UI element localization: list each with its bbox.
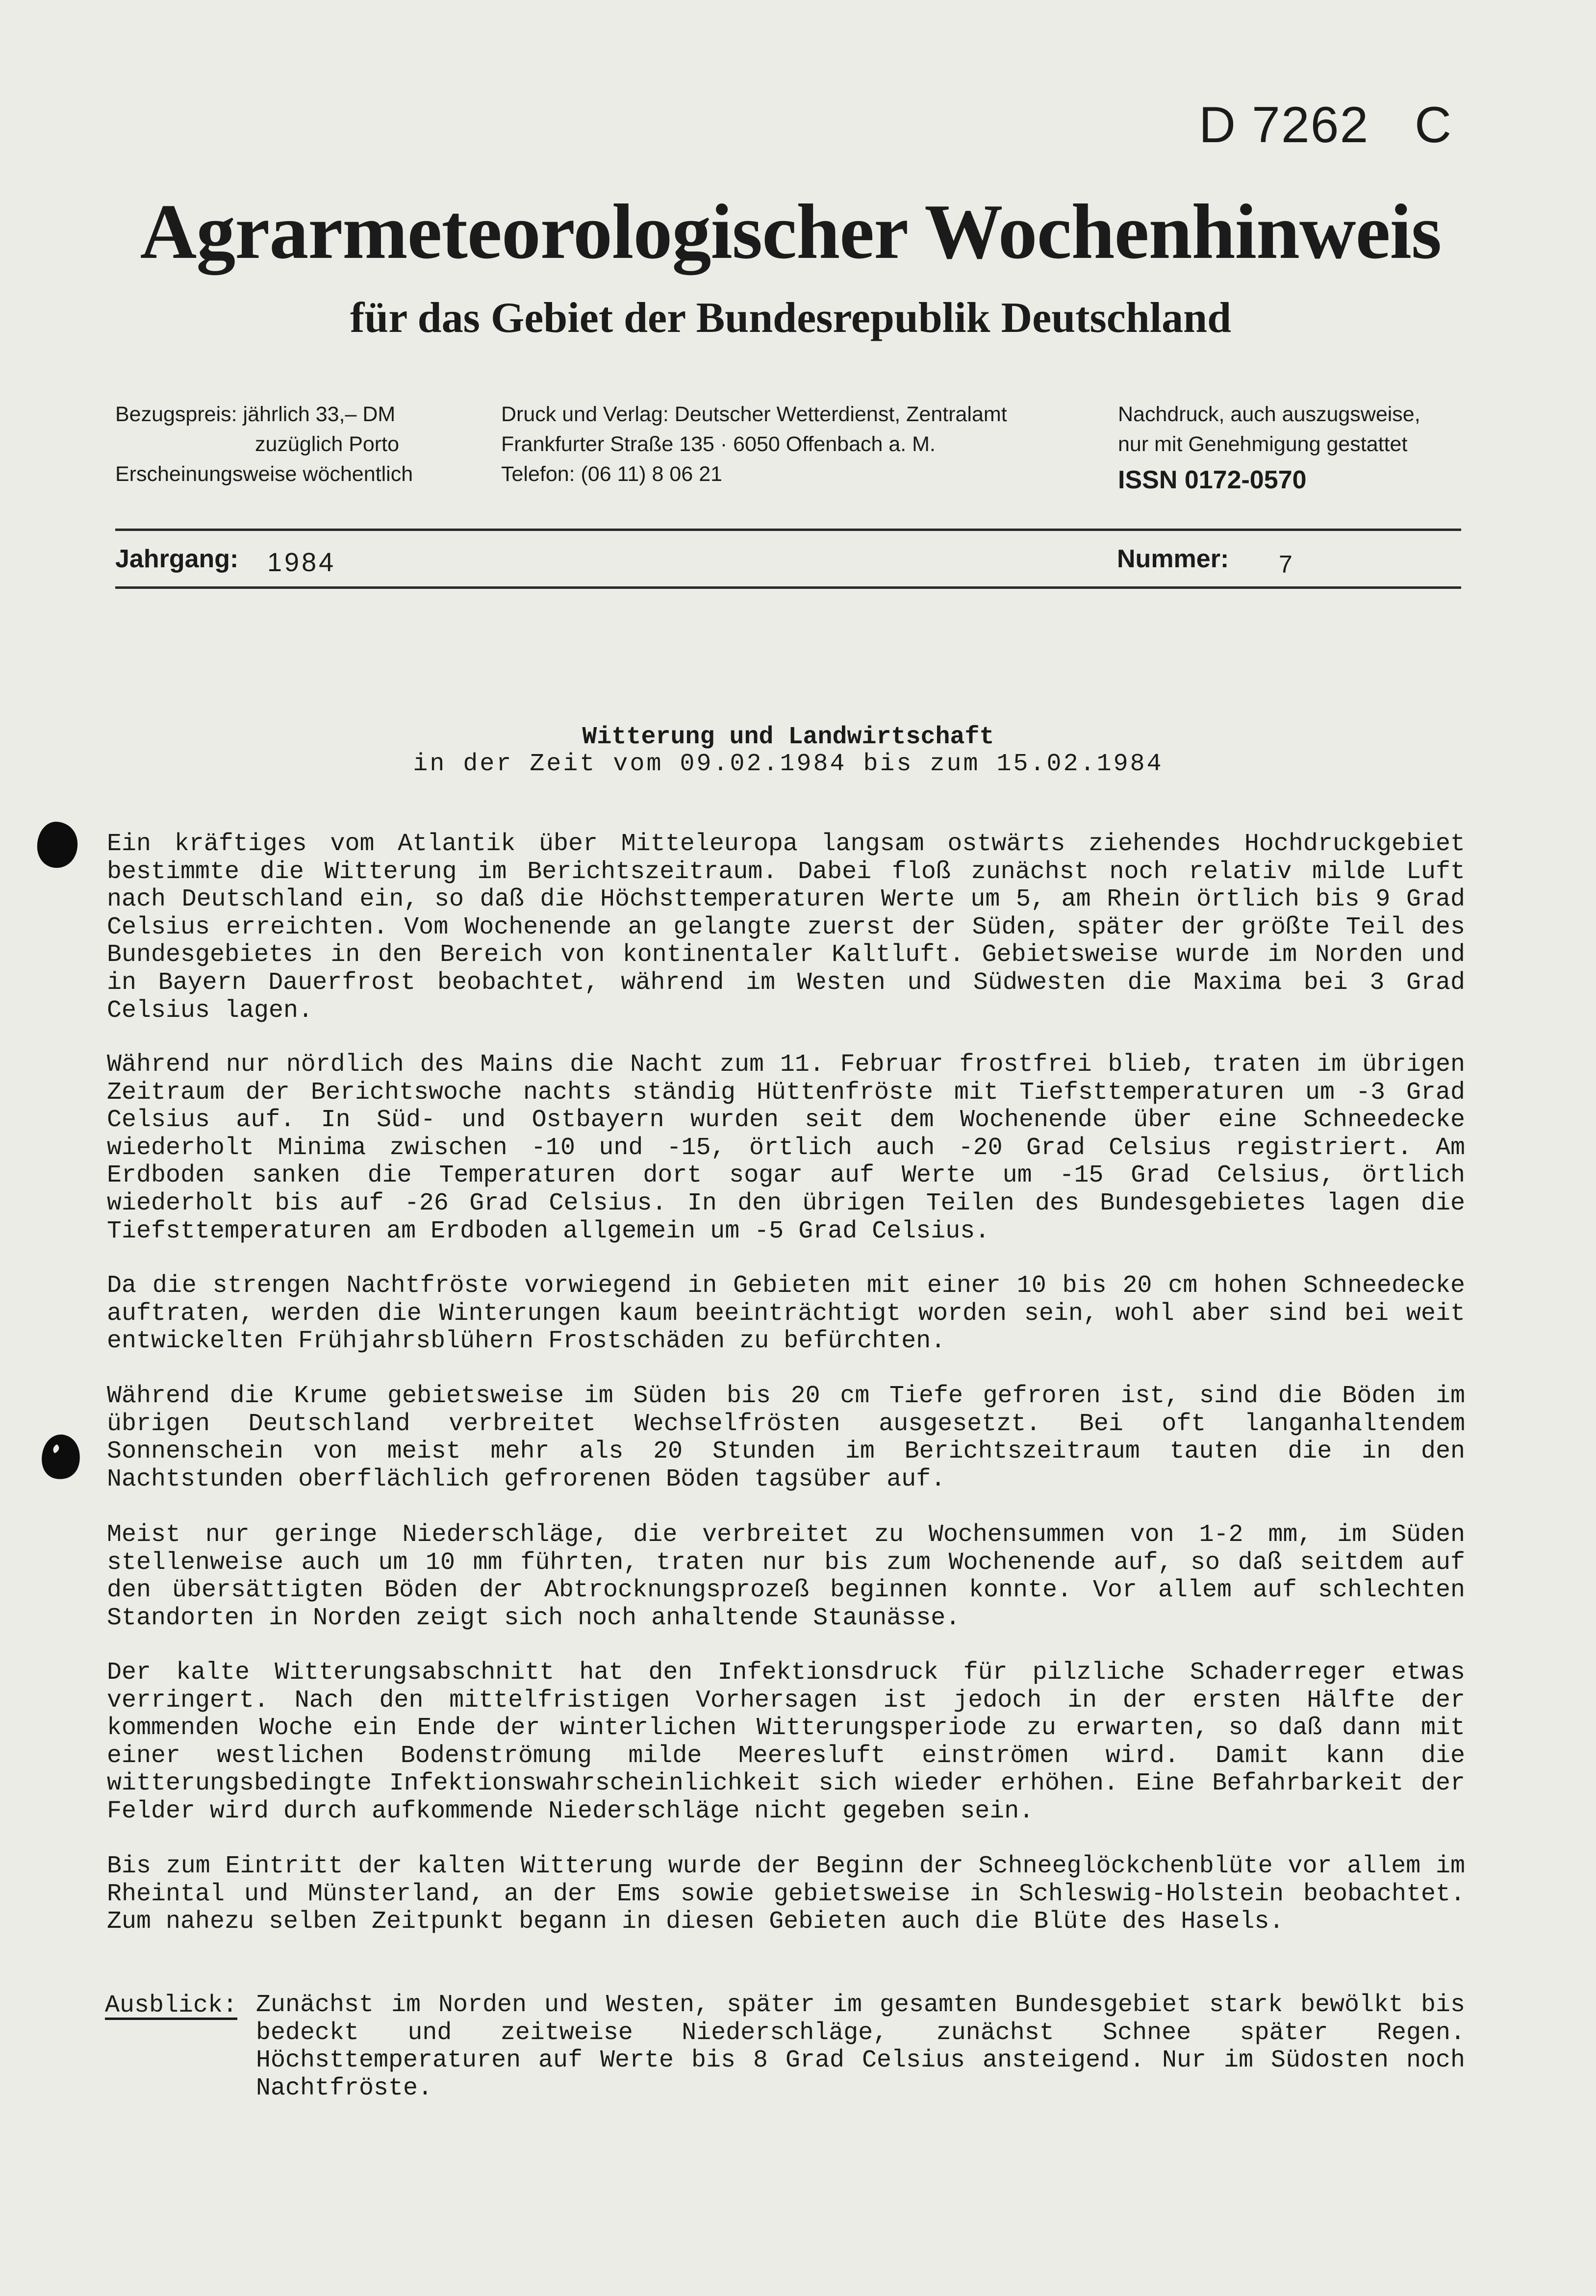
outlook-text: Zunächst im Norden und Westen, später im gesamten Bundesgebiet stark bewölkt bis bedeckt und zeitweise Niederschläge, zunächst Schnee später Regen. Höchsttemperaturen auf Werte bis 8 Grad Celsius ansteigend. Nur im Südosten noch Nachtfröste. [256, 1991, 1465, 2102]
document-code: D 7262 C [1199, 97, 1453, 153]
page-title: Agrarmeteorologischer Wochenhinweis [140, 188, 1442, 275]
punch-hole-mark-top [34, 820, 79, 871]
subscription-info [115, 400, 413, 489]
divider-bottom [115, 586, 1461, 589]
report-heading: Witterung und Landwirtschaft [582, 723, 994, 751]
punch-hole-mark-bottom [37, 1432, 83, 1483]
paragraph: Während die Krume gebietsweise im Süden bis 20 cm Tiefe gefroren ist, sind die Böden im übrigen Deutschland verbreitet Wechselfrösten ausgesetzt. Bei oft langanhaltendem Sonnenschein von meist mehr als 20 Stunden im Berichtszeitraum tauten die in den Nachtstunden oberflächlich gefrorenen Böden tagsüber auf. [107, 1382, 1465, 1493]
paragraph: Meist nur geringe Niederschläge, die verbreitet zu Wochensummen von 1-2 mm, im Süden stellenweise auch um 10 mm führten, traten nur bis zum Wochenende auf, so daß seitdem auf den übersättigten Böden der Abtrocknungsprozeß beginnen konnte. Vor allem auf schlechten Standorten in Norden zeigt sich noch anhaltende Staunässe. [107, 1521, 1465, 1632]
postage-line: zuzüglich Porto [255, 432, 399, 456]
phone-line: Telefon: (06 11) 8 06 21 [501, 462, 723, 486]
report-period: in der Zeit vom 09.02.1984 bis zum 15.02.1984 [413, 750, 1164, 778]
reprint-line-2: nur mit Genehmigung gestattet [1118, 432, 1408, 456]
issue-number-value: 7 [1279, 551, 1292, 578]
price-line: Bezugspreis: jährlich 33,– DM [115, 403, 396, 426]
reprint-info [1118, 400, 1420, 495]
reprint-line-1: Nachdruck, auch auszugsweise, [1118, 403, 1420, 426]
year-label: Jahrgang: [115, 545, 239, 573]
page-subtitle: für das Gebiet der Bundesrepublik Deutschland [350, 294, 1232, 342]
paragraph: Der kalte Witterungsabschnitt hat den Infektionsdruck für pilzliche Schaderreger etwas verringert. Nach den mittelfristigen Vorhersagen ist jedoch in der ersten Hälfte der kommenden Woche ein Ende der winterlichen Witterungsperiode zu erwarten, so daß dann mit einer westlichen Bodenströmung milde Meeresluft einströmen wird. Damit kann die witterungsbedingte Infektionswahrscheinlichkeit sich wieder erhöhen. Eine Befahrbarkeit der Felder wird durch aufkommende Niederschläge nicht gegeben sein. [107, 1659, 1465, 1825]
issue-number-label: Nummer: [1117, 545, 1229, 573]
paragraph: Während nur nördlich des Mains die Nacht zum 11. Februar frostfrei blieb, traten im übrigen Zeitraum der Berichtswoche nachts ständig Hüttenfröste mit Tiefsttemperaturen um -3 Grad Celsius auf. In Süd- und Ostbayern wurden seit dem Wochenende über eine Schneedecke wiederholt Minima zwischen -10 und -15, örtlich auch -20 Grad Celsius registriert. Am Erdboden sanken die Temperaturen dort sogar auf Werte um -15 Grad Celsius, örtlich wiederholt bis auf -26 Grad Celsius. In den übrigen Teilen des Bundesgebietes lagen die Tiefsttemperaturen am Erdboden allgemein um -5 Grad Celsius. [107, 1051, 1465, 1245]
paragraph: Bis zum Eintritt der kalten Witterung wurde der Beginn der Schneeglöckchenblüte vor allem im Rheintal und Münsterland, an der Ems sowie gebietsweise in Schleswig-Holstein beobachtet. Zum nahezu selben Zeitpunkt begann in diesen Gebieten auch die Blüte des Hasels. [107, 1852, 1465, 1936]
paragraph: Ein kräftiges vom Atlantik über Mitteleuropa langsam ostwärts ziehendes Hochdruckgebiet bestimmte die Witterung im Berichtszeitraum. Dabei floß zunächst noch relativ milde Luft nach Deutschland ein, so daß die Höchsttemperaturen Werte um 5, am Rhein örtlich bis 9 Grad Celsius erreichten. Vom Wochenende an gelangte zuerst der Süden, später der größte Teil des Bundesgebietes in den Bereich von kontinentaler Kaltluft. Gebietsweise wurde im Norden und in Bayern Dauerfrost beobachtet, während im Westen und Südwesten die Maxima bei 3 Grad Celsius lagen. [107, 830, 1465, 1025]
year-value: 1984 [267, 548, 336, 577]
publisher-line: Druck und Verlag: Deutscher Wetterdienst, Zentralamt [501, 403, 1007, 426]
divider-top [115, 529, 1461, 531]
issn: ISSN 0172-0570 [1118, 466, 1307, 494]
publisher-info [501, 400, 1007, 489]
frequency-line: Erscheinungsweise wöchentlich [115, 462, 413, 486]
paragraph: Da die strengen Nachtfröste vorwiegend in Gebieten mit einer 10 bis 20 cm hohen Schneedecke auftraten, werden die Winterungen kaum beeinträchtigt worden sein, wohl aber sind bei weit entwickelten Frühjahrsblühern Frostschäden zu befürchten. [107, 1272, 1465, 1356]
address-line: Frankfurter Straße 135 · 6050 Offenbach a. M. [501, 432, 936, 456]
outlook-label: Ausblick: [105, 1992, 238, 2019]
